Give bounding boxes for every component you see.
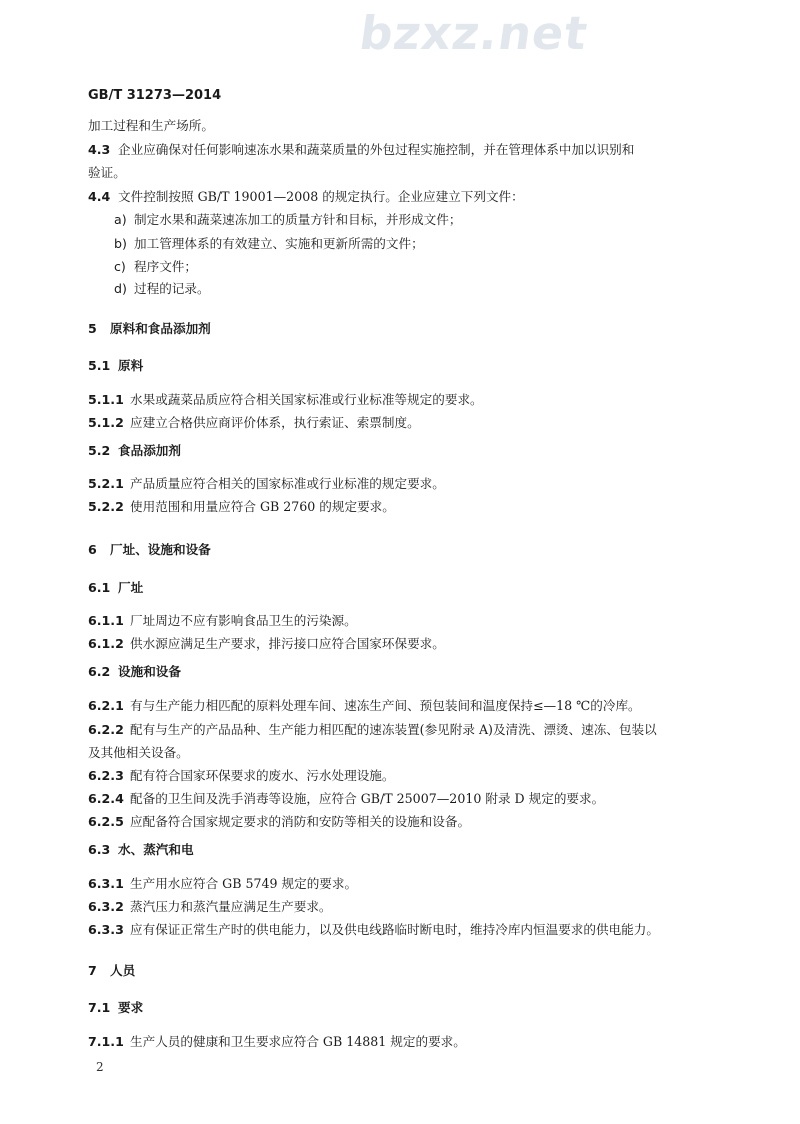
list-label: c) <box>114 259 126 274</box>
section-title: 厂址、设施和设备 <box>110 542 211 557</box>
list-item <box>114 210 461 230</box>
clause-number: 5.1.2 <box>88 415 124 430</box>
clause-6-1-2 <box>88 634 445 654</box>
clause-number: 6.3.1 <box>88 876 124 891</box>
clause-number: 6.2.4 <box>88 791 124 806</box>
section-7-heading <box>88 961 135 981</box>
clause-number: 6.2.5 <box>88 814 124 829</box>
section-number: 7.1 <box>88 1000 111 1015</box>
continuation-text: 加工过程和生产场所。 <box>88 118 214 133</box>
section-title: 要求 <box>118 1000 144 1015</box>
list-text: 加工管理体系的有效建立、实施和更新所需的文件； <box>134 236 424 251</box>
clause-text: 配有符合国家环保要求的废水、污水处理设施。 <box>130 768 395 783</box>
clause-number: 5.1.1 <box>88 392 124 407</box>
site-watermark: bzxz.net <box>356 6 592 60</box>
standard-code-header: GB/T 31273—2014 <box>88 88 222 103</box>
clause-5-2-2 <box>88 497 395 517</box>
section-number: 5.2 <box>88 443 111 458</box>
list-text: 制定水果和蔬菜速冻加工的质量方针和目标，并形成文件； <box>134 212 462 227</box>
section-title: 原料和食品添加剂 <box>110 321 211 336</box>
clause-number: 6.2.3 <box>88 768 124 783</box>
clause-number: 6.2.2 <box>88 722 124 737</box>
section-number: 5.1 <box>88 358 111 373</box>
section-6-1-heading <box>88 578 143 598</box>
page-number: 2 <box>96 1060 104 1074</box>
clause-text: 应有保证正常生产时的供电能力，以及供电线路临时断电时，维持冷库内恒温要求的供电能力。 <box>130 922 659 937</box>
clause-text: 蒸汽压力和蒸汽量应满足生产要求。 <box>130 899 332 914</box>
clause-number: 6.3.3 <box>88 922 124 937</box>
clause-number: 5.2.2 <box>88 499 124 514</box>
clause-7-1-1 <box>88 1032 466 1052</box>
section-number: 5 <box>88 321 97 336</box>
section-6-3-heading <box>88 840 194 860</box>
section-title: 厂址 <box>118 580 144 595</box>
clause-number: 4.3 <box>88 142 111 157</box>
clause-5-1-2 <box>88 413 420 433</box>
section-6-2-heading <box>88 662 181 682</box>
clause-text: 生产用水应符合 GB 5749 规定的要求。 <box>130 876 358 891</box>
clause-number: 6.1.1 <box>88 613 124 628</box>
clause-6-2-2-continued: 及其他相关设备。 <box>88 745 189 760</box>
clause-text: 企业应确保对任何影响速冻水果和蔬菜质量的外包过程实施控制，并在管理体系中加以识别和 <box>118 142 635 157</box>
clause-text: 使用范围和用量应符合 GB 2760 的规定要求。 <box>130 499 395 514</box>
section-title: 原料 <box>118 358 144 373</box>
clause-number: 4.4 <box>88 189 111 204</box>
clause-5-2-1 <box>88 474 445 494</box>
clause-6-3-2 <box>88 897 332 917</box>
clause-6-2-2 <box>88 720 657 740</box>
list-label: d) <box>114 281 127 296</box>
clause-text: 生产人员的健康和卫生要求应符合 GB 14881 规定的要求。 <box>130 1034 466 1049</box>
list-item <box>114 279 210 299</box>
clause-number: 6.2.1 <box>88 698 124 713</box>
list-label: a) <box>114 212 127 227</box>
clause-4-4 <box>88 187 524 207</box>
section-7-1-heading <box>88 998 143 1018</box>
list-text: 过程的记录。 <box>134 281 210 296</box>
clause-text: 有与生产能力相匹配的原料处理车间、速冻生产间、预包装间和温度保持≤—18 ℃的冷库。 <box>130 698 641 713</box>
clause-text: 文件控制按照 GB/T 19001—2008 的规定执行。企业应建立下列文件： <box>118 189 524 204</box>
clause-text: 供水源应满足生产要求，排污接口应符合国家环保要求。 <box>130 636 445 651</box>
section-number: 6 <box>88 542 97 557</box>
section-number: 6.2 <box>88 664 111 679</box>
section-number: 7 <box>88 963 97 978</box>
clause-text: 厂址周边不应有影响食品卫生的污染源。 <box>130 613 357 628</box>
clause-number: 7.1.1 <box>88 1034 124 1049</box>
section-5-1-heading <box>88 356 143 376</box>
section-6-heading <box>88 540 211 560</box>
clause-6-2-1 <box>88 696 641 716</box>
clause-6-2-5 <box>88 812 470 832</box>
clause-text: 配备的卫生间及洗手消毒等设施，应符合 GB/T 25007—2010 附录 D 规定的要求。 <box>130 791 605 806</box>
section-5-heading <box>88 319 211 339</box>
list-item <box>114 234 424 254</box>
clause-number: 5.2.1 <box>88 476 124 491</box>
clause-text: 应配备符合国家规定要求的消防和安防等相关的设施和设备。 <box>130 814 471 829</box>
list-item <box>114 257 197 277</box>
clause-number: 6.1.2 <box>88 636 124 651</box>
clause-6-3-3 <box>88 920 659 940</box>
section-title: 设施和设备 <box>118 664 181 679</box>
clause-text: 产品质量应符合相关的国家标准或行业标准的规定要求。 <box>130 476 445 491</box>
clause-5-1-1 <box>88 390 483 410</box>
clause-4-3 <box>88 140 634 160</box>
clause-6-1-1 <box>88 611 357 631</box>
section-title: 食品添加剂 <box>118 443 181 458</box>
section-number: 6.3 <box>88 842 111 857</box>
clause-4-3-continued: 验证。 <box>88 165 126 180</box>
section-title: 水、蒸汽和电 <box>118 842 194 857</box>
clause-6-3-1 <box>88 874 357 894</box>
list-text: 程序文件； <box>134 259 197 274</box>
section-number: 6.1 <box>88 580 111 595</box>
clause-text: 配有与生产的产品品种、生产能力相匹配的速冻装置(参见附录 A)及清洗、漂烫、速冻、包装以 <box>130 722 657 737</box>
section-5-2-heading <box>88 441 181 461</box>
clause-number: 6.3.2 <box>88 899 124 914</box>
clause-text: 水果或蔬菜品质应符合相关国家标准或行业标准等规定的要求。 <box>130 392 483 407</box>
list-label: b) <box>114 236 127 251</box>
clause-6-2-3 <box>88 766 394 786</box>
clause-6-2-4 <box>88 789 604 809</box>
clause-text: 应建立合格供应商评价体系，执行索证、索票制度。 <box>130 415 420 430</box>
section-title: 人员 <box>110 963 136 978</box>
